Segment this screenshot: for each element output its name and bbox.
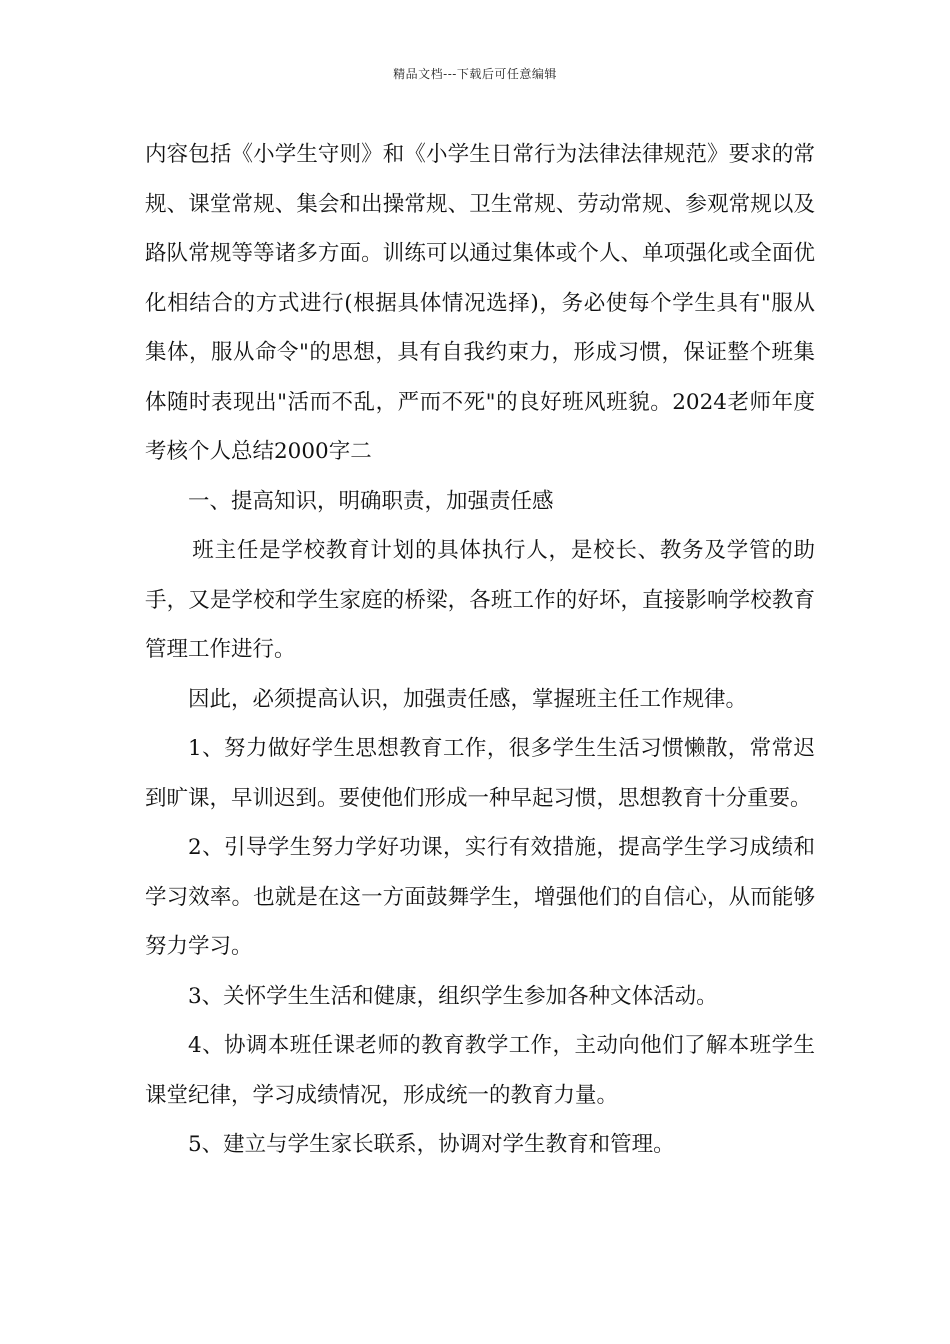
paragraph: 因此，必须提高认识，加强责任感，掌握班主任工作规律。 [188, 686, 748, 712]
section-heading: 一、提高知识，明确职责，加强责任感 [188, 488, 554, 514]
list-item: 2、引导学生努力学好功课，实行有效措施，提高学生学习成绩和学习效率。也就是在这一方面鼓舞学生，增强他们的自信心，从而能够努力学习。 [145, 835, 815, 959]
list-item: 3、关怀学生生活和健康，组织学生参加各种文体活动。 [188, 983, 718, 1009]
paragraph: 班主任是学校教育计划的具体执行人，是校长、教务及学管的助手，又是学校和学生家庭的桥梁，各班工作的好坏，直接影响学校教育管理工作进行。 [145, 538, 815, 662]
document-body [145, 130, 815, 1170]
list-item: 5、建立与学生家长联系，协调对学生教育和管理。 [188, 1132, 675, 1157]
page-header: 精品文档---下载后可任意编辑 [393, 67, 557, 81]
list-item: 1、努力做好学生思想教育工作，很多学生生活习惯懒散，常常迟到旷课，早训迟到。要使他们形成一种早起习惯，思想教育十分重要。 [145, 736, 815, 811]
paragraph-continuation: 内容包括《小学生守则》和《小学生日常行为法律法律规范》要求的常规、课堂常规、集会和出操常规、卫生常规、劳动常规、参观常规以及路队常规等等诸多方面。训练可以通过集体或个人、单项强化或全面优化相结合的方式进行(根据具体情况选择)，务必使每个学生具有"服从集体，服从命令"的思想，具有自我约束力，形成习惯，保证整个班集体随时表现出"活而不乱，严而不死"的良好班风班貌。2024老师年度考核个人总结2000字二 [145, 142, 815, 464]
list-item: 4、协调本班任课老师的教育教学工作，主动向他们了解本班学生课堂纪律，学习成绩情况，形成统一的教育力量。 [145, 1033, 815, 1108]
